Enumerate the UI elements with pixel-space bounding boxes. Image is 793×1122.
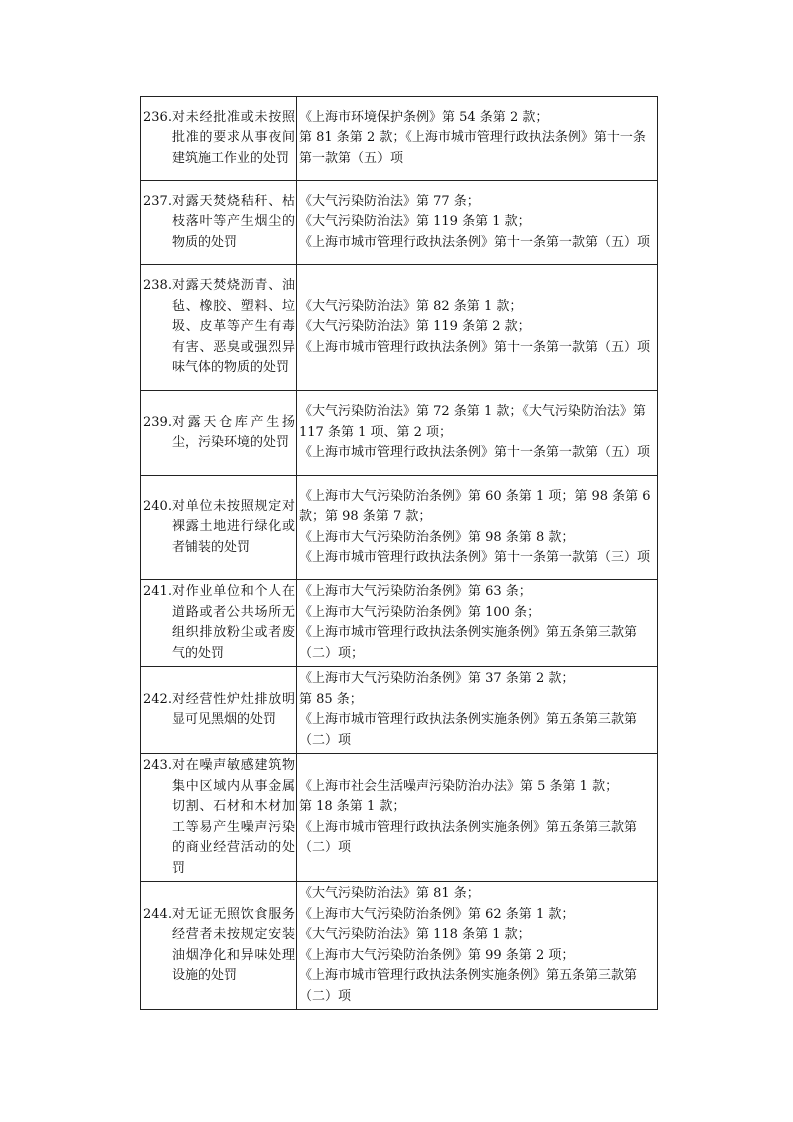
- legal-basis-cell: [297, 580, 658, 667]
- item-cell: [141, 97, 297, 181]
- item-number: 244.: [143, 906, 172, 922]
- table-row: [141, 391, 658, 476]
- item-description: 对作业单位和个人在道路或者公共场所无组织排放粉尘或者废气的处罚: [171, 584, 295, 661]
- legal-basis-cell: [297, 667, 658, 754]
- item-description: 对露天焚烧沥青、油毡、橡胶、塑料、垃圾、皮革等产生有毒有害、恶臭或强烈异味气体的物质的处罚: [171, 278, 295, 376]
- legal-basis-line: 《上海市城市管理行政执法条例》第十一条第一款第（五）项: [299, 445, 651, 461]
- item-wrap: [143, 192, 295, 254]
- legal-basis-cell: [297, 97, 658, 181]
- legal-basis-line: 第 81 条第 2 款；《上海市城市管理行政执法条例》第十一条第一款第（五）项: [299, 130, 646, 166]
- item-number: 239.: [143, 414, 172, 430]
- item-description: 对经营性炉灶排放明显可见黑烟的处罚: [171, 691, 295, 727]
- table-row: [141, 97, 658, 181]
- table-body: [141, 97, 658, 1010]
- legal-basis-line: 《上海市大气污染防治条例》第 100 条；: [299, 604, 541, 620]
- legal-basis-line: 《大气污染防治法》第 77 条；: [299, 193, 480, 209]
- item-cell: [141, 181, 297, 265]
- legal-basis-line: 《上海市城市管理行政执法条例》第十一条第一款第（五）项: [299, 339, 651, 355]
- item-description: 对无证无照饮食服务经营者未按规定安装油烟净化和异味处理设施的处罚: [171, 906, 295, 983]
- legal-basis-line: 《上海市城市管理行政执法条例实施条例》第五条第三款第（二）项: [299, 712, 638, 748]
- item-description: 对在噪声敏感建筑物集中区域内从事金属切割、石材和木材加工等易产生噪声污染的商业经营活动的处罚: [171, 758, 295, 876]
- table-row: [141, 754, 658, 882]
- legal-basis-line: 《大气污染防治法》第 118 条第 1 款；: [299, 927, 531, 942]
- item-wrap: [143, 905, 295, 987]
- item-number: 241.: [143, 584, 172, 599]
- legal-basis-line: 《上海市大气污染防治条例》第 63 条；: [299, 584, 532, 599]
- legal-basis-line: 《大气污染防治法》第 72 条第 1 款；《大气污染防治法》第 117 条第 1 项、第 2 项；: [299, 404, 646, 440]
- legal-basis-line: 《大气污染防治法》第 119 条第 1 款；: [299, 214, 531, 230]
- enforcement-items-table: [140, 96, 658, 1010]
- item-description: 对露天焚烧秸秆、枯枝落叶等产生烟尘的物质的处罚: [171, 193, 295, 250]
- legal-basis-line: 《上海市城市管理行政执法条例实施条例》第五条第三款第（二）项: [299, 819, 638, 855]
- item-cell: [141, 265, 297, 391]
- item-cell: [141, 882, 297, 1010]
- legal-basis-line: 《上海市城市管理行政执法条例实施条例》第五条第三款第（二）项: [299, 968, 638, 1004]
- table-row: [141, 882, 658, 1010]
- item-number: 237.: [143, 193, 172, 209]
- item-wrap: [143, 276, 295, 379]
- item-wrap: [143, 690, 295, 731]
- legal-basis-line: 《上海市大气污染防治条例》第 60 条第 1 项；第 98 条第 6 款；第 98 条第 7 款；: [299, 488, 651, 524]
- legal-basis-line: 《上海市大气污染防治条例》第 37 条第 2 款；: [299, 671, 575, 686]
- item-description: 对露天仓库产生扬尘，污染环境的处罚: [171, 414, 295, 450]
- item-wrap: [143, 497, 295, 559]
- table-row: [141, 476, 658, 580]
- item-wrap: [143, 756, 295, 879]
- legal-basis-line: 《上海市大气污染防治条例》第 99 条第 2 项；: [299, 947, 575, 963]
- legal-basis-line: 《上海市社会生活噪声污染防治办法》第 5 条第 1 款；: [299, 778, 619, 794]
- item-number: 242.: [143, 691, 172, 707]
- table-row: [141, 667, 658, 754]
- table-row: [141, 265, 658, 391]
- legal-basis-line: 《大气污染防治法》第 82 条第 1 款；: [299, 298, 523, 314]
- item-number: 236.: [143, 109, 172, 125]
- legal-basis-line: 《大气污染防治法》第 119 条第 2 款；: [299, 319, 531, 335]
- legal-basis-cell: [297, 754, 658, 882]
- legal-basis-cell: [297, 476, 658, 580]
- legal-basis-line: 《上海市城市管理行政执法条例》第十一条第一款第（五）项: [299, 234, 651, 250]
- legal-basis-line: 《上海市城市管理行政执法条例》第十一条第一款第（三）项: [299, 550, 651, 565]
- item-cell: [141, 580, 297, 667]
- legal-basis-line: 《上海市城市管理行政执法条例实施条例》第五条第三款第（二）项；: [299, 625, 638, 661]
- legal-basis-line: 《大气污染防治法》第 81 条；: [299, 886, 480, 901]
- item-number: 243.: [143, 758, 172, 773]
- item-description: 对未经批准或未按照批准的要求从事夜间建筑施工作业的处罚: [171, 109, 295, 166]
- item-description: 对单位未按照规定对裸露土地进行绿化或者铺装的处罚: [171, 498, 295, 555]
- legal-basis-line: 《上海市大气污染防治条例》第 98 条第 8 款；: [299, 529, 575, 545]
- legal-basis-line: 《上海市大气污染防治条例》第 62 条第 1 款；: [299, 906, 575, 922]
- legal-basis-line: 《上海市环境保护条例》第 54 条第 2 款；: [299, 109, 549, 125]
- legal-basis-cell: [297, 265, 658, 391]
- item-cell: [141, 476, 297, 580]
- legal-basis-line: 第 85 条；: [299, 691, 363, 707]
- item-wrap: [143, 413, 295, 454]
- legal-basis-cell: [297, 882, 658, 1010]
- item-cell: [141, 391, 297, 476]
- item-number: 238.: [143, 278, 172, 294]
- item-wrap: [143, 582, 295, 664]
- table-row: [141, 181, 658, 265]
- item-cell: [141, 754, 297, 882]
- legal-basis-cell: [297, 181, 658, 265]
- item-wrap: [143, 108, 295, 170]
- item-number: 240.: [143, 498, 172, 514]
- legal-basis-cell: [297, 391, 658, 476]
- table-row: [141, 580, 658, 667]
- legal-basis-line: 第 18 条第 1 款；: [299, 799, 406, 814]
- item-cell: [141, 667, 297, 754]
